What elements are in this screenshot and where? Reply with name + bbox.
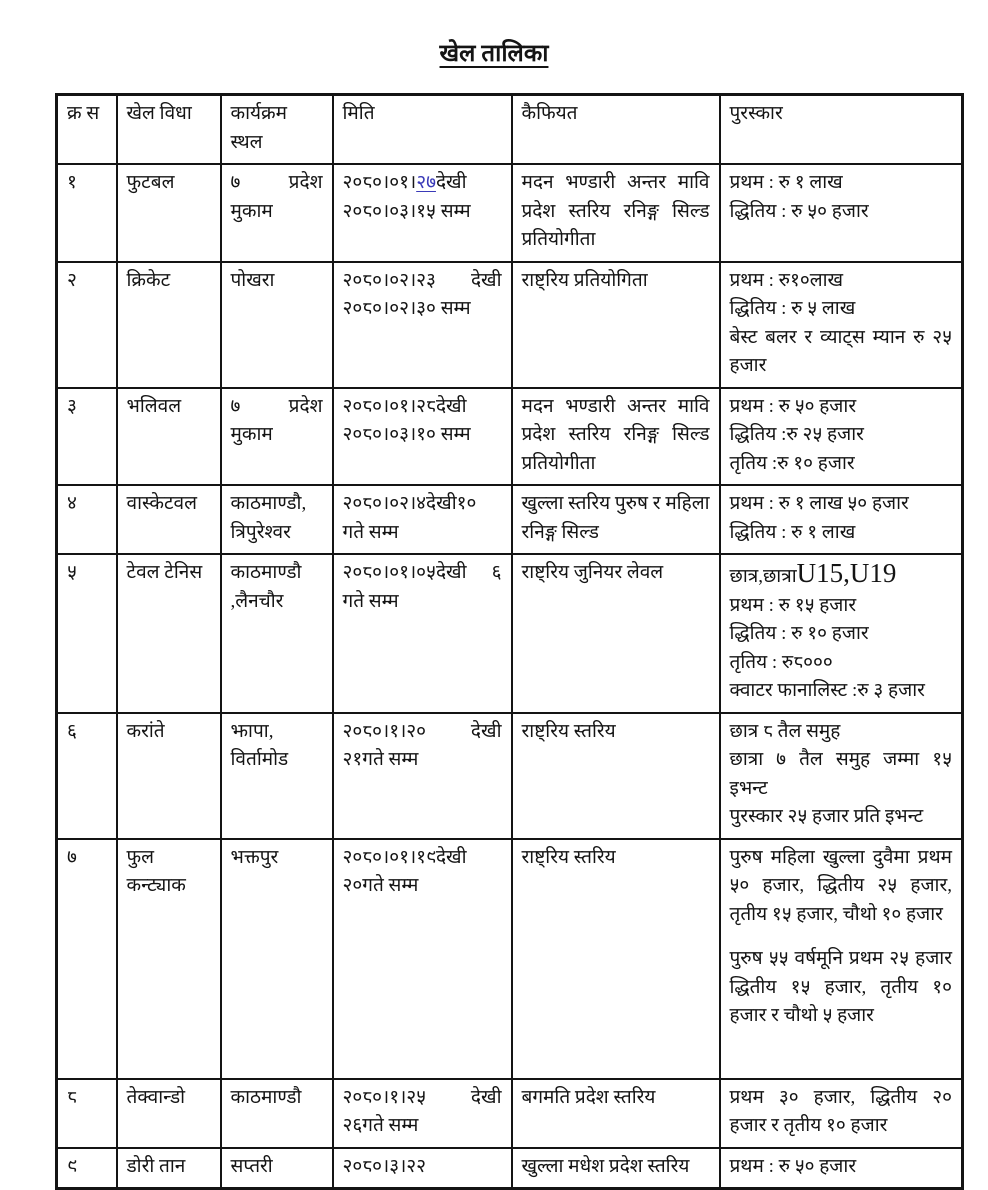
date-cell: २०८०।१।२५ देखी २६गते सम्म xyxy=(333,1079,512,1148)
table-row xyxy=(57,262,963,388)
sn-cell: ५ xyxy=(57,554,117,713)
prize-line: प्रथम : रु१०लाख xyxy=(729,269,844,291)
table-row xyxy=(57,1148,963,1189)
venue-cell: ७ प्रदेश मुकाम xyxy=(221,164,333,262)
prize-line: पुरुष ५५ वर्षमूनि प्रथम २५ हजार द्धितीय १५ हजार, तृतीय १० हजार र चौथो ५ हजार xyxy=(729,948,952,1026)
date-cell: २०८०।०१।२८देखी २०८०।०३।१० सम्म xyxy=(333,388,512,486)
table-row xyxy=(57,839,963,1079)
remarks-cell: मदन भण्डारी अन्तर मावि प्रदेश स्तरिय रनिङ्ग सिल्ड प्रतियोगीता xyxy=(512,388,720,486)
table-row xyxy=(57,388,963,486)
prize-line: प्रथम : रु ५० हजार xyxy=(729,395,857,417)
sn-cell: ४ xyxy=(57,485,117,554)
venue-cell: झापा, विर्तामोड xyxy=(221,713,333,839)
sn-cell: ३ xyxy=(57,388,117,486)
prize-line: प्रथम : रु १ लाख ५० हजार xyxy=(729,493,909,514)
prize-line: द्धितिय :रु २५ हजार xyxy=(729,424,864,445)
prize-paragraph xyxy=(730,1153,953,1182)
prize-line: तृतिय :रु १० हजार xyxy=(729,452,855,474)
remarks-cell: खुल्ला स्तरिय पुरुष र महिला रनिङ्ग सिल्ड xyxy=(512,485,720,554)
venue-cell: काठमाण्डौ ,लैनचौर xyxy=(221,554,333,713)
header-row xyxy=(57,95,963,165)
date-cell: २०८०।०१।०५देखी ६ गते सम्म xyxy=(333,554,512,713)
prize-line: बेस्ट बलर र व्याट्स म्यान रु २५ हजार xyxy=(729,326,952,376)
date-edited-value: २७ xyxy=(416,172,436,193)
prize-paragraph xyxy=(730,490,953,547)
date-cell: २०८०।०२।४देखी१० गते सम्म xyxy=(333,485,512,554)
sport-cell: वास्केटवल xyxy=(117,485,221,554)
sport-cell: फुल कन्ट्याक xyxy=(117,839,221,1079)
sport-cell: भलिवल xyxy=(117,388,221,486)
sn-cell: १ xyxy=(57,164,117,262)
prize-cell xyxy=(720,164,963,262)
prize-line: क्वाटर फानालिस्ट :रु ३ हजार xyxy=(729,680,925,701)
sn-cell: ७ xyxy=(57,839,117,1079)
remarks-cell: खुल्ला मधेश प्रदेश स्तरिय xyxy=(512,1148,720,1189)
prize-cell xyxy=(720,713,963,839)
schedule-table xyxy=(55,93,964,1190)
prize-cell xyxy=(720,554,963,713)
prize-line: द्धितिय : रु १ लाख xyxy=(729,521,856,543)
remarks-cell: बगमति प्रदेश स्तरिय xyxy=(512,1079,720,1148)
column-header-sport: खेल विधा xyxy=(117,95,221,165)
prize-cell xyxy=(720,839,963,1079)
prize-line: छात्र,छात्राU15,U19 xyxy=(729,558,897,588)
prize-line: प्रथम : रु ५० हजार xyxy=(729,1155,857,1177)
sn-cell: ९ xyxy=(57,1148,117,1189)
prize-paragraph xyxy=(730,393,953,479)
column-header-remarks: कैफियत xyxy=(512,95,720,165)
prize-line: छात्रा ७ तैल समुह जम्मा १५ इभन्ट xyxy=(729,749,952,799)
sport-cell: डोरी तान xyxy=(117,1148,221,1189)
date-cell: २०८०।०२।२३ देखी २०८०।०२।३० सम्म xyxy=(333,262,512,388)
prize-line: छात्र ८ तैल समुह xyxy=(729,720,841,742)
sn-cell: ८ xyxy=(57,1079,117,1148)
date-cell: २०८०।०१।१९देखी २०गते सम्म xyxy=(333,839,512,1079)
prize-line: प्रथम : रु १ लाख xyxy=(729,172,843,193)
table-row xyxy=(57,164,963,262)
prize-cell xyxy=(720,388,963,486)
date-cell: २०८०।१।२० देखी २१गते सम्म xyxy=(333,713,512,839)
remarks-cell: राष्ट्रिय स्तरिय xyxy=(512,839,720,1079)
sport-cell: फुटबल xyxy=(117,164,221,262)
venue-cell: ७ प्रदेश मुकाम xyxy=(221,388,333,486)
table-row xyxy=(57,1079,963,1148)
venue-cell: काठमाण्डौ, त्रिपुरेश्वर xyxy=(221,485,333,554)
prize-cell xyxy=(720,1079,963,1148)
sport-cell: टेवल टेनिस xyxy=(117,554,221,713)
venue-cell: भक्तपुर xyxy=(221,839,333,1079)
prize-cell xyxy=(720,262,963,388)
prize-paragraph xyxy=(730,718,953,832)
prize-line: प्रथम ३० हजार, द्धितीय २० हजार र तृतीय १० हजार xyxy=(729,1086,952,1136)
column-header-date: मिति xyxy=(333,95,512,165)
date-cell: २०८०।३।२२ xyxy=(333,1148,512,1189)
sport-cell: क्रिकेट xyxy=(117,262,221,388)
prize-line: द्धितिय : रु ५० हजार xyxy=(729,200,869,222)
venue-cell: पोखरा xyxy=(221,262,333,388)
prize-cell xyxy=(720,485,963,554)
sn-cell: २ xyxy=(57,262,117,388)
sport-cell: तेक्वान्डो xyxy=(117,1079,221,1148)
page-title: खेल तालिका xyxy=(439,41,549,67)
prize-line: पुरस्कार २५ हजार प्रति इभन्ट xyxy=(729,806,924,827)
prize-line: द्धितिय : रु १० हजार xyxy=(729,623,869,644)
prize-paragraph xyxy=(730,559,953,706)
column-header-sn: क्र स xyxy=(57,95,117,165)
table-body xyxy=(57,164,963,1189)
table-row xyxy=(57,485,963,554)
remarks-cell: राष्ट्रिय प्रतियोगिता xyxy=(512,262,720,388)
prize-line: तृतिय : रु८००० xyxy=(729,651,833,673)
prize-line: पुरुष महिला खुल्ला दुवैमा प्रथम ५० हजार, द्धितीय २५ हजार, तृतीय १५ हजार, चौथो १० हजार xyxy=(729,846,952,925)
column-header-prize: पुरस्कार xyxy=(720,95,963,165)
remarks-cell: राष्ट्रिय स्तरिय xyxy=(512,713,720,839)
prize-line: द्धितिय : रु ५ लाख xyxy=(729,298,856,319)
sn-cell: ६ xyxy=(57,713,117,839)
prize-paragraph xyxy=(730,844,953,930)
table-row xyxy=(57,554,963,713)
date-cell: २०८०।०१।२७देखी २०८०।०३।१५ सम्म xyxy=(333,164,512,262)
prize-paragraph xyxy=(730,1084,953,1141)
prize-line: प्रथम : रु १५ हजार xyxy=(729,594,857,616)
prize-paragraph xyxy=(730,267,953,381)
remarks-cell: मदन भण्डारी अन्तर मावि प्रदेश स्तरिय रनिङ्ग सिल्ड प्रतियोगीता xyxy=(512,164,720,262)
prize-paragraph xyxy=(730,945,953,1031)
venue-cell: काठमाण्डौ xyxy=(221,1079,333,1148)
venue-cell: सप्तरी xyxy=(221,1148,333,1189)
sport-cell: करांते xyxy=(117,713,221,839)
latin-text: U15,U19 xyxy=(796,558,897,588)
column-header-venue: कार्यक्रम स्थल xyxy=(221,95,333,165)
prize-cell xyxy=(720,1148,963,1189)
remarks-cell: राष्ट्रिय जुनियर लेवल xyxy=(512,554,720,713)
table-row xyxy=(57,713,963,839)
prize-paragraph xyxy=(730,169,953,226)
